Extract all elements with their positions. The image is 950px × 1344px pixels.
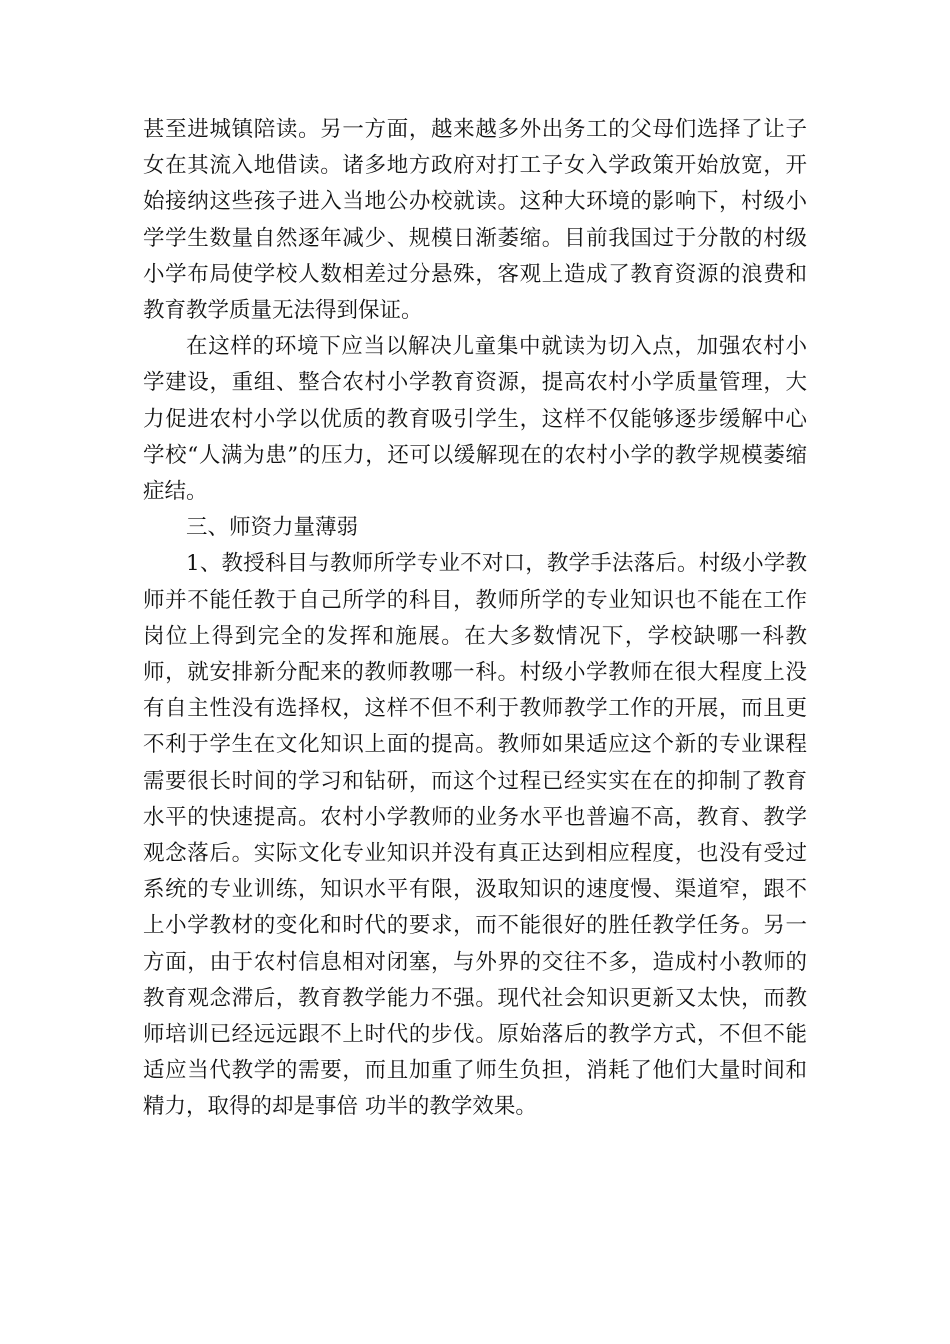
paragraph-solution: 在这样的环境下应当以解决儿童集中就读为切入点，加强农村小学建设，重组、整合农村小学教育资源，提高农村小学质量管理，大力促进农村小学以优质的教育吸引学生，这样不仅能够逐步缓解中心学校“人满为患”的压力，还可以缓解现在的农村小学的教学规模萎缩症结。 [143, 334, 807, 505]
section-heading: 三、师资力量薄弱 [186, 515, 359, 541]
paragraph-continuation: 甚至进城镇陪读。另一方面，越来越多外出务工的父母们选择了让子女在其流入地借读。诸多地方政府对打工子女入学政策开始放宽，开始接纳这些孩子进入当地公办校就读。这种大环境的影响下，村级小学学生数量自然逐年减少、规模日渐萎缩。目前我国过于分散的村级小学布局使学校人数相差过分悬殊，客观上造成了教育资源的浪费和教育教学质量无法得到保证。 [143, 117, 807, 324]
document-body [143, 112, 807, 1126]
paragraph-teacher-issues: 1、教授科目与教师所学专业不对口，教学手法落后。村级小学教师并不能任教于自己所学的科目，教师所学的专业知识也不能在工作岗位上得到完全的发挥和施展。在大多数情况下，学校缺哪一科教师，就安排新分配来的教师教哪一科。村级小学教师在很大程度上没有自主性没有选择权，这样不但不利于教师教学工作的开展，而且更不利于学生在文化知识上面的提高。教师如果适应这个新的专业课程需要很长时间的学习和钻研，而这个过程已经实实在在的抑制了教育水平的快速提高。农村小学教师的业务水平也普遍不高，教育、教学观念落后。实际文化专业知识并没有真正达到相应程度，也没有受过系统的专业训练，知识水平有限，汲取知识的速度慢、渠道窄，跟不上小学教材的变化和时代的要求，而不能很好的胜任教学任务。另一方面，由于农村信息相对闭塞，与外界的交往不多，造成村小教师的教育观念滞后，教育教学能力不强。现代社会知识更新又太快，而教师培训已经远远跟不上时代的步伐。原始落后的教学方式，不但不能适应当代教学的需要，而且加重了师生负担，消耗了他们大量时间和精力，取得的却是事倍 功半的教学效果。 [143, 551, 807, 1120]
